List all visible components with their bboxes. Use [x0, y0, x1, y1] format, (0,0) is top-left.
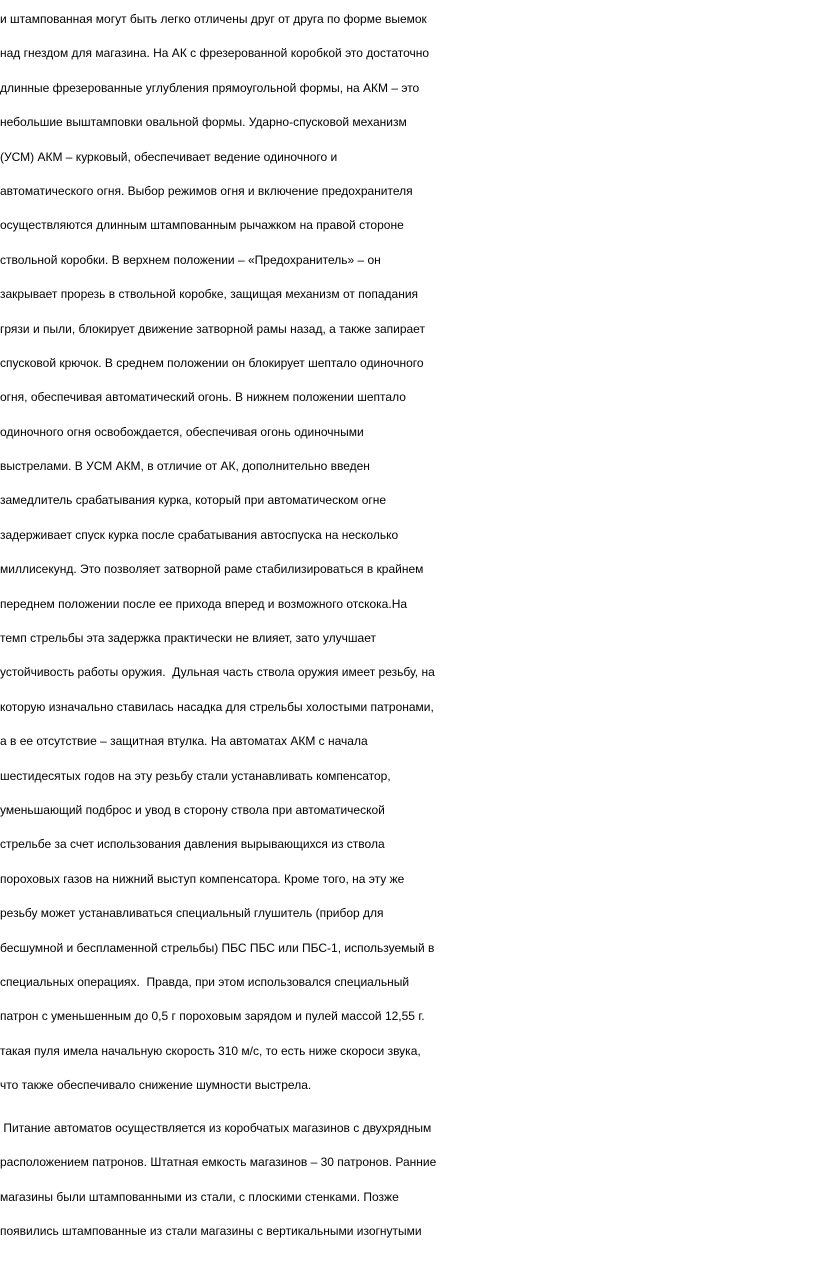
text-line: стрельбе за счет использования давления вырывающихся из ствола: [0, 837, 385, 852]
text-line: такая пуля имела начальную скорость 310 м/с, то есть ниже скороси звука,: [0, 1043, 421, 1058]
text-line: автоматического огня. Выбор режимов огня и включение предохранителя: [0, 183, 413, 198]
text-line: выстрелами. В УСМ АКМ, в отличие от АК, дополнительно введен: [0, 459, 370, 474]
text-line: специальных операциях. Правда, при этом использовался специальный: [0, 974, 410, 989]
text-line: которую изначально ставилась насадка для стрельбы холостыми патронами,: [0, 699, 434, 714]
text-line: пороховых газов на нижний выступ компенсатора. Кроме того, на эту же: [0, 871, 405, 886]
text-line: бесшумной и беспламенной стрельбы) ПБС ПБС или ПБС-1, используемый в: [0, 940, 435, 955]
text-line: спусковой крючок. В среднем положении он блокирует шептало одиночного: [0, 355, 424, 370]
paragraph-body-1: [0, 2, 816, 1103]
text-line: шестидесятых годов на эту резьбу стали устанавливать компенсатор,: [0, 768, 391, 783]
text-line: ствольной коробки. В верхнем положении – «Предохранитель» – он: [0, 252, 381, 267]
text-line: длинные фрезерованные углубления прямоугольной формы, на АКМ – это: [0, 80, 420, 95]
text-line: патрон с уменьшенным до 0,5 г пороховым зарядом и пулей массой 12,55 г.: [0, 1009, 425, 1024]
text-line: одиночного огня освобождается, обеспечивая огонь одиночными: [0, 424, 364, 439]
text-line: и штампованная могут быть легко отличены друг от друга по форме выемок: [0, 12, 427, 26]
text-line: что также обеспечивало снижение шумности выстрела.: [0, 1078, 312, 1093]
text-line: магазины были штампованными из стали, с плоскими стенками. Позже: [0, 1189, 399, 1204]
text-line: темп стрельбы эта задержка практически не влияет, зато улучшает: [0, 631, 376, 646]
text-line: огня, обеспечивая автоматический огонь. В нижнем положении шептало: [0, 390, 406, 405]
text-line: устойчивость работы оружия. Дульная часть ствола оружия имеет резьбу, на: [0, 665, 435, 680]
text-line: Питание автоматов осуществляется из коробчатых магазинов с двухрядным: [0, 1121, 432, 1135]
text-line: (УСМ) АКМ – курковый, обеспечивает ведение одиночного и: [0, 149, 338, 164]
text-line: над гнездом для магазина. На АК с фрезерованной коробкой это достаточно: [0, 46, 430, 61]
text-line: задерживает спуск курка после срабатывания автоспуска на несколько: [0, 527, 399, 542]
text-line: небольшие выштамповки овальной формы. Ударно-спусковой механизм: [0, 115, 407, 130]
text-line: уменьшающий подброс и увод в сторону ствола при автоматической: [0, 802, 385, 817]
text-line: миллисекунд. Это позволяет затворной раме стабилизироваться в крайнем: [0, 562, 424, 577]
text-line: появились штампованные из стали магазины с вертикальными изогнутыми: [0, 1224, 422, 1239]
text-line: расположением патронов. Штатная емкость магазинов – 30 патронов. Ранние: [0, 1155, 437, 1170]
text-line: грязи и пыли, блокирует движение затворной рамы назад, а также запирает: [0, 321, 425, 336]
paragraph-body-2: [0, 1111, 816, 1249]
text-line: переднем положении после ее прихода вперед и возможного отскока.На: [0, 596, 408, 611]
text-line: закрывает прорезь в ствольной коробке, защищая механизм от попадания: [0, 287, 419, 302]
text-line: а в ее отсутствие – защитная втулка. На автоматах АКМ с начала: [0, 734, 368, 749]
text-line: замедлитель срабатывания курка, который при автоматическом огне: [0, 493, 387, 508]
text-line: осуществляются длинным штампованным рычажком на правой стороне: [0, 218, 404, 233]
text-line: резьбу может устанавливаться специальный глушитель (прибор для: [0, 906, 384, 921]
